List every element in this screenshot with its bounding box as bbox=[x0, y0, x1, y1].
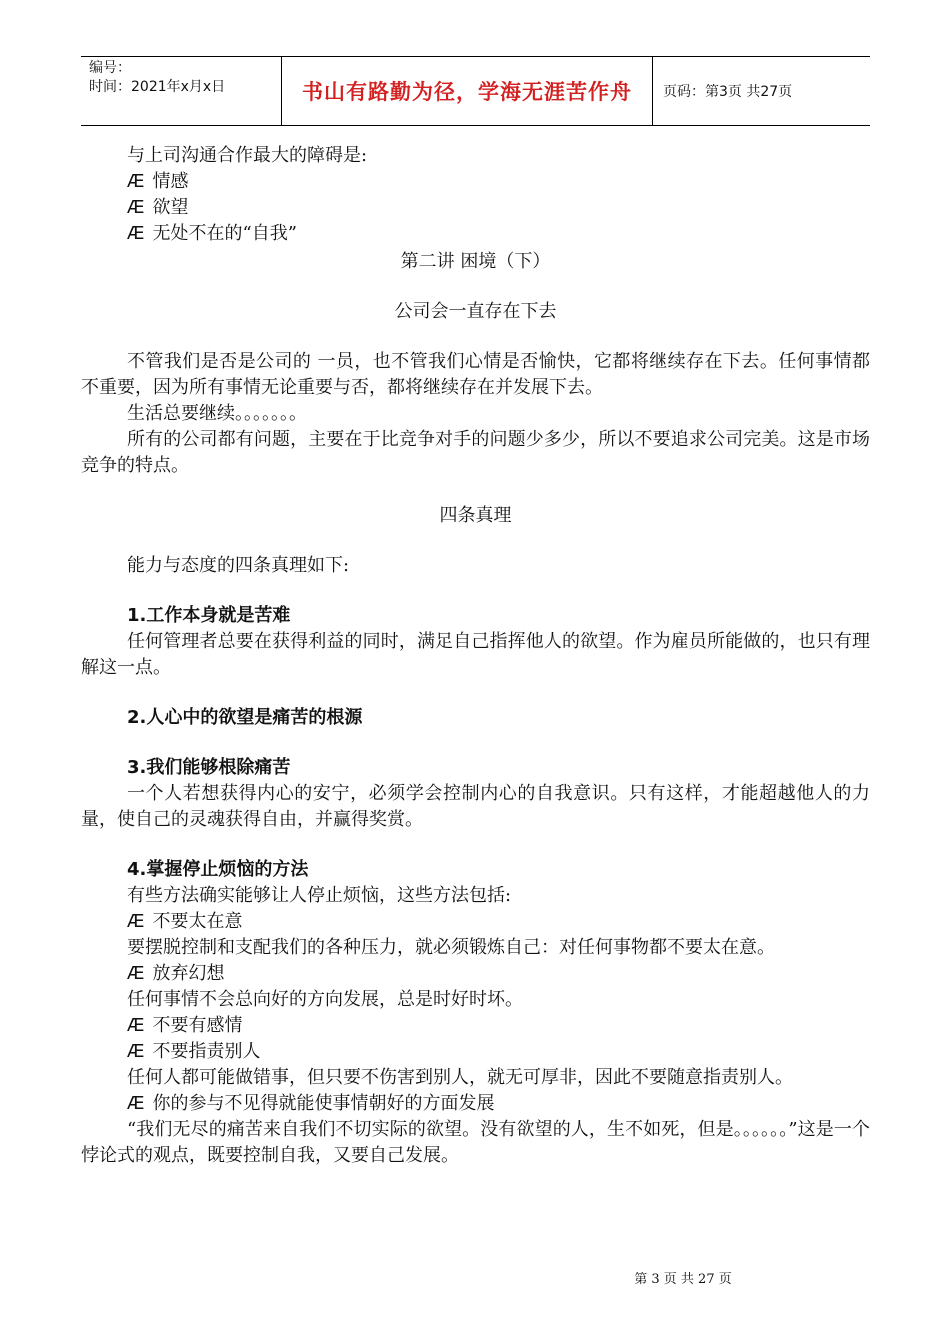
header-table bbox=[81, 56, 870, 126]
lecture-title: 第二讲 困境（下） bbox=[400, 251, 551, 272]
section-title: 公司会一直存在下去 bbox=[394, 301, 557, 322]
paragraph: 任何事情不会总向好的方向发展，总是时好时坏。 bbox=[127, 989, 523, 1010]
paragraph: 生活总要继续。。。。。。。 bbox=[127, 403, 307, 424]
document-body bbox=[81, 143, 870, 1169]
bullet-mark: Æ bbox=[127, 171, 145, 192]
bullet-mark: Æ bbox=[127, 911, 145, 932]
paragraph: 任何管理者总要在获得利益的同时，满足自己指挥他人的欲望。作为雇员所能做的，也只有理解这一点。 bbox=[81, 631, 870, 678]
paragraph: 任何人都可能做错事，但只要不伤害到别人，就无可厚非，因此不要随意指责别人。 bbox=[127, 1067, 793, 1088]
bullet-item: Æ 不要有感情 bbox=[127, 1015, 243, 1036]
bullet-item: Æ 不要太在意 bbox=[127, 911, 243, 932]
bullet-mark: Æ bbox=[127, 1093, 145, 1114]
intro-line: 与上司沟通合作最大的障碍是: bbox=[127, 145, 368, 166]
truth-heading: 1.工作本身就是苦难 bbox=[127, 605, 291, 626]
truth-heading: 2.人心中的欲望是痛苦的根源 bbox=[127, 707, 363, 728]
paragraph: 要摆脱控制和支配我们的各种压力，就必须锻炼自己：对任何事物都不要太在意。 bbox=[127, 937, 775, 958]
paragraph: 所有的公司都有问题，主要在于比竞争对手的问题少多少，所以不要追求公司完美。这是市场竞争的特点。 bbox=[81, 429, 870, 476]
section-title: 四条真理 bbox=[439, 505, 512, 526]
bullet-mark: Æ bbox=[127, 1015, 145, 1036]
bullet-item: Æ 你的参与不见得就能使事情朝好的方面发展 bbox=[127, 1093, 495, 1114]
paragraph: 一个人若想获得内心的安宁，必须学会控制内心的自我意识。只有这样，才能超越他人的力量，使自己的灵魂获得自由，并赢得奖赏。 bbox=[81, 783, 870, 830]
paragraph: 有些方法确实能够让人停止烦恼，这些方法包括: bbox=[127, 885, 512, 906]
paragraph: 不管我们是否是公司的 一员，也不管我们心情是否愉快，它都将继续存在下去。任何事情都不重要，因为所有事情无论重要与否，都将继续存在并发展下去。 bbox=[81, 351, 870, 398]
quote-paragraph: “我们无尽的痛苦来自我们不切实际的欲望。没有欲望的人，生不如死，但是。。。。。。”这是一个悖论式的观点，既要控制自我，又要自己发展。 bbox=[81, 1119, 870, 1166]
bullet-item: Æ 欲望 bbox=[127, 197, 189, 218]
bullet-item: Æ 情感 bbox=[127, 171, 189, 192]
bullet-mark: Æ bbox=[127, 963, 145, 984]
truth-heading: 3.我们能够根除痛苦 bbox=[127, 757, 291, 778]
header-motto: 书山有路勤为径，学海无涯苦作舟 bbox=[281, 57, 653, 125]
header-meta bbox=[81, 57, 281, 125]
bullet-item: Æ 放弃幻想 bbox=[127, 963, 225, 984]
truth-heading: 4.掌握停止烦恼的方法 bbox=[127, 859, 309, 880]
paragraph: 能力与态度的四条真理如下: bbox=[127, 555, 350, 576]
bullet-mark: Æ bbox=[127, 197, 145, 218]
bullet-mark: Æ bbox=[127, 223, 145, 244]
footer-page-number: 第 3 页 共 27 页 bbox=[634, 1272, 732, 1287]
doc-date: 时间：2021年x月x日 bbox=[89, 79, 226, 95]
header-page-info: 页码：第3页 共27页 bbox=[663, 84, 793, 100]
page-footer bbox=[0, 1268, 950, 1287]
bullet-mark: Æ bbox=[127, 1041, 145, 1062]
bullet-item: Æ 不要指责别人 bbox=[127, 1041, 261, 1062]
bullet-item: Æ 无处不在的“自我” bbox=[127, 223, 297, 244]
doc-number-label: 编号： bbox=[89, 60, 131, 76]
